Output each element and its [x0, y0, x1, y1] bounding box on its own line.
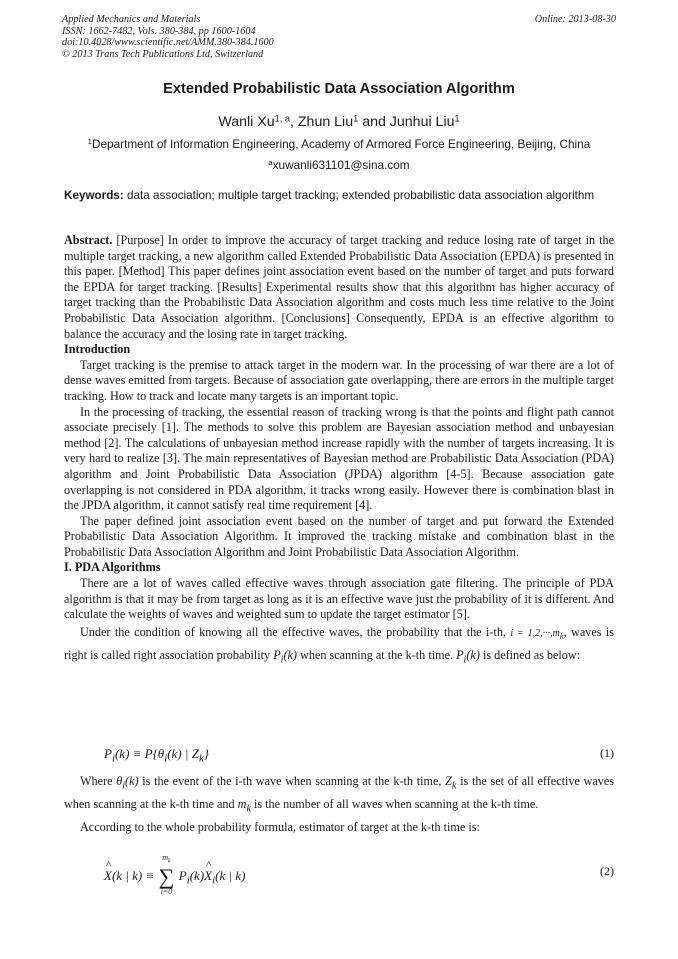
math-sub: i: [463, 654, 467, 666]
text-run: is the number of all waves when scanning at the k-th time.: [254, 797, 539, 812]
text-run: when scanning at the k-th time.: [300, 647, 454, 662]
main-text: [64, 233, 614, 669]
author-sup: 1: [454, 113, 460, 124]
online-date: Online: 2013-08-30: [534, 14, 616, 25]
text-run: is the set of all effective waves when scanning at the k-th time and: [64, 774, 615, 812]
math-sub: k: [198, 752, 204, 765]
math-sub: i: [122, 780, 126, 792]
math-text: P: [456, 647, 464, 662]
math-hat-x: [204, 868, 212, 884]
issn-line: ISSN: 1662-7482, Vols. 380-384, pp 1600-1604: [62, 25, 256, 37]
math-text: P: [178, 867, 187, 883]
text-run: , waves is right is called right association probability: [64, 624, 615, 662]
pda-paragraph: [64, 623, 614, 669]
text-run: is defined as below:: [482, 647, 581, 662]
math-prob: [456, 647, 480, 666]
section-heading-introduction: Introduction: [64, 342, 131, 357]
math-text: Z: [445, 774, 452, 788]
math-text: (k | k): [215, 867, 246, 883]
abstract-text: [Purpose] In order to improve the accuracy of target tracking and reduce losing rate of target in the multiple target tracking, a new algorithm called Extended Probabilistic Data Association (EPDA) is presented in this paper. [Method] This paper defines joint association event based on the number of target and puts forward the EPDA for target tracking. [Results] Experimental results show that this algorithm has higher accuracy of target tracking than the Probabilistic Data Association algorithm and costs much less time relative to the Joint Probabilistic Data Association algorithm. [Conclusions] Consequently, EPDA is an effective algorithm to balance the accuracy and the losing rate in target tracking.: [64, 233, 614, 341]
math-z: [445, 774, 457, 792]
affiliation-text: Department of Information Engineering, Academy of Armored Force Engineering, Beijing, China: [91, 137, 591, 151]
author-list: [0, 114, 678, 130]
math-text: (k): [283, 647, 297, 662]
math-text: X: [204, 867, 213, 883]
paper-title: Extended Probabilistic Data Association Algorithm: [163, 81, 515, 97]
journal-name: Applied Mechanics and Materials: [62, 14, 201, 25]
math-text: m: [237, 797, 247, 812]
math-theta: [116, 774, 139, 792]
author-email: [0, 158, 678, 172]
math-text: (k): [466, 647, 480, 662]
text-run: is the event of the i-th wave when scanning at the k-th time,: [142, 774, 442, 788]
math-text: (k) | Z: [167, 746, 199, 761]
math-text: (k | k) ≡: [111, 867, 155, 883]
math-m: [237, 797, 251, 815]
equation-number: (2): [600, 864, 614, 878]
math-sub: k: [168, 858, 171, 865]
math-sub: i: [164, 752, 168, 765]
section-heading-pda: I. PDA Algorithms: [64, 560, 161, 575]
math-sub: i: [212, 874, 216, 887]
math-text: (k): [125, 774, 139, 788]
author-name: Wanli Xu: [218, 114, 275, 130]
pda-paragraph: According to the whole probability formula, estimator of target at the k-th time is:: [80, 819, 480, 834]
math-sub: k: [559, 631, 564, 641]
equation-number: (1): [600, 746, 614, 760]
math-text: X: [104, 867, 112, 883]
sigma-icon: ∑: [158, 863, 175, 889]
author-name: and Junhui Liu: [358, 114, 455, 130]
math-sub: i: [186, 874, 190, 887]
intro-paragraph: In the processing of tracking, the essential reason of tracking wrong is that the points and flight path cannot associate precisely [1]. The methods to solve this problem are Bayesian association method and unbayesian method [2]. The calculations of unbayesian method increase rapidly with the number of targets increasing. It is very hard to realize [3]. The main representatives of Bayesian method are Probabilistic Data Association (PDA) algorithm and Joint Probabilistic Data Association (JPDA) algorithm [4-5]. Because association gate overlapping is not considered in PDA algorithm, it tracks wrong easily. However there is combination blast in the JPDA algorithm, it cannot satisfy real time requirement [4].: [64, 404, 614, 513]
math-text: (k): [189, 867, 205, 883]
affiliation: [0, 137, 678, 151]
equation-expression: [104, 746, 209, 765]
intro-paragraph: The paper defined joint association event based on the number of target and put forward the Extended Probabilistic Data Association Algorithm. It improved the tracking mistake and combination blast in the Probabilistic Data Association Algorithm and Joint Probabilistic Data Association Algorithm.: [64, 513, 614, 559]
copyright-line: © 2013 Trans Tech Publications Ltd, Switzerland: [62, 48, 264, 60]
keywords-text: data association; multiple target tracking; extended probabilistic data association algorithm: [127, 189, 595, 202]
math-text: i = 1,2,···,m: [510, 627, 560, 639]
author-name: , Zhun Liu: [290, 114, 354, 130]
email-sup: a: [268, 158, 273, 168]
math-prob: [273, 647, 297, 666]
equation-expression: [104, 853, 246, 898]
pda-paragraph: There are a lot of waves called effective waves through association gate filtering. The principle of PDA algorithm is that it may be from target as long as it is an effective wave just the probability of it is different. And calculate the weights of waves and weighted sum to update the target estimator [5].: [64, 576, 614, 622]
main-text-continued: [64, 772, 614, 835]
sum-lower-limit: i=0: [160, 886, 173, 896]
pda-paragraph: [64, 772, 614, 819]
math-text: P: [273, 647, 281, 662]
email-text: xuwanli631101@sina.com: [272, 158, 410, 172]
text-run: Under the condition of knowing all the effective waves, the probability that the i-th,: [80, 624, 506, 639]
math-text: }: [203, 746, 209, 761]
doi-line: doi:10.4028/www.scientific.net/AMM.380-384.1600: [62, 37, 274, 49]
affiliation-sup: 1: [87, 137, 92, 147]
math-text: θ: [116, 774, 123, 788]
author-sup: 1: [353, 113, 359, 124]
abstract-label: Abstract.: [64, 233, 113, 247]
intro-paragraph: Target tracking is the premise to attack target in the modern war. In the processing of war there are a lot of dense waves emitted from targets. Because of association gate overlapping, there are errors in the multiple target tracking. How to track and locate many targets is an important topic.: [64, 357, 614, 403]
abstract: [64, 233, 614, 342]
text-run: Where: [80, 774, 113, 788]
math-text: P: [104, 746, 112, 761]
math-sub: k: [246, 803, 251, 815]
math-text: m: [162, 853, 169, 862]
math-sub: i: [280, 654, 284, 666]
author-sup: 1, a: [274, 113, 290, 124]
summation: [158, 854, 176, 896]
math-sub: k: [451, 780, 457, 792]
math-hat-x: [104, 868, 112, 884]
keywords-label: Keywords:: [64, 189, 124, 202]
math-text: (k) ≡ P{θ: [114, 746, 165, 761]
journal-header: [62, 14, 616, 60]
keywords: [64, 188, 614, 203]
math-sub: i: [111, 752, 115, 765]
math-index: [510, 628, 563, 639]
